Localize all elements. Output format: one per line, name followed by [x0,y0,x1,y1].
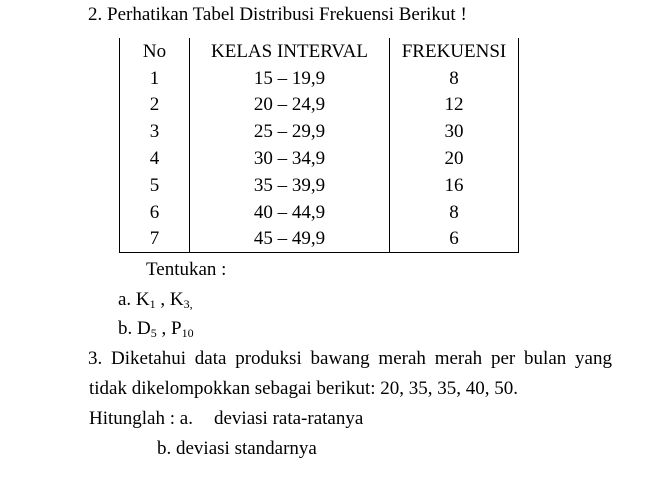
task-item-b [118,319,194,338]
cell-kelas-interval: 20 – 24,9 [190,92,390,119]
table-row [120,226,519,253]
table-row [120,145,519,172]
task-b-subscript-1: 5 [150,326,157,340]
table-row [120,65,519,92]
question-3-hitunglah-label: Hitunglah : a. [89,408,193,429]
cell-no: 6 [120,199,190,226]
cell-kelas-interval: 45 – 49,9 [190,226,390,253]
question-3-line-2: tidak dikelompokkan sebagai berikut: 20, 35, 35, 40, 50. [89,378,519,399]
task-item-a [118,290,193,309]
cell-frekuensi: 16 [390,172,519,199]
header-kelas-interval: KELAS INTERVAL [190,38,390,65]
cell-no: 1 [120,65,190,92]
cell-no: 2 [120,92,190,119]
table-row [120,118,519,145]
task-a-prefix: a. K [118,289,150,310]
cell-frekuensi: 8 [390,199,519,226]
cell-kelas-interval: 30 – 34,9 [190,145,390,172]
task-b-prefix: b. D [118,318,151,339]
cell-no: 3 [120,118,190,145]
task-b-subscript-2: 10 [181,326,194,340]
question-3-item-b: b. deviasi standarnya [157,438,317,459]
cell-kelas-interval: 15 – 19,9 [190,65,390,92]
cell-kelas-interval: 25 – 29,9 [190,118,390,145]
cell-no: 7 [120,226,190,253]
cell-frekuensi: 30 [390,118,519,145]
question-2-title: 2. Perhatikan Tabel Distribusi Frekuensi Berikut ! [88,4,467,25]
cell-frekuensi: 8 [390,65,519,92]
tentukan-label: Tentukan : [146,259,227,280]
cell-frekuensi: 20 [390,145,519,172]
header-frekuensi: FREKUENSI [390,38,519,65]
cell-no: 5 [120,172,190,199]
frequency-distribution-table [119,38,519,253]
cell-no: 4 [120,145,190,172]
cell-frekuensi: 12 [390,92,519,119]
table-header-row [120,38,519,65]
cell-frekuensi: 6 [390,226,519,253]
cell-kelas-interval: 40 – 44,9 [190,199,390,226]
cell-kelas-interval: 35 – 39,9 [190,172,390,199]
question-3-item-a: deviasi rata-ratanya [214,408,364,429]
table-row [120,199,519,226]
task-a-subscript-1: 1 [149,297,156,311]
task-a-subscript-2: 3, [183,297,193,311]
task-a-mid: , K [155,289,184,310]
table-row [120,172,519,199]
table-row [120,92,519,119]
task-b-mid: , P [156,318,182,339]
question-3-line-1: 3. Diketahui data produksi bawang merah merah per bulan yang [88,348,612,369]
header-no: No [120,38,190,65]
